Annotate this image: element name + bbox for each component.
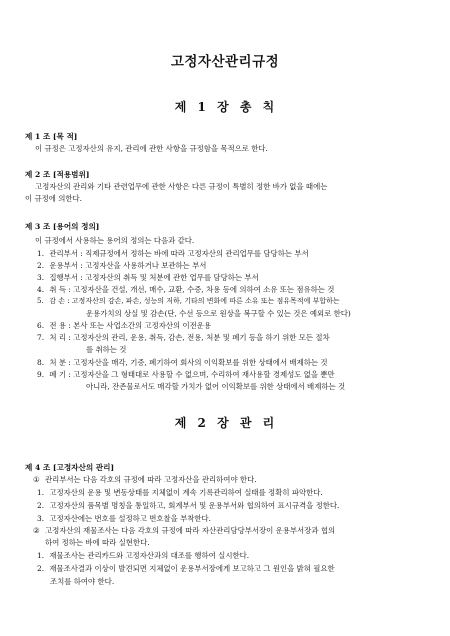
paragraph-2: ② 고정자산의 재물조사는 다음 각호의 규정에 따라 자산관리담당부서장이 운용부서장과 협의 [33,526,336,535]
definition-item: 3. 집행부서 : 고정자산의 취득 및 처분에 관한 업무를 담당하는 부서 [37,273,259,282]
article-2-body-line1: 고정자산의 관리와 기타 관련업무에 관한 사항은 다른 규정이 특별히 정한 바가 없을 때에는 [35,182,328,191]
list-item-continuation: 조치를 하여야 한다. [50,577,115,586]
paragraph-2-continuation: 하여 정하는 바에 따라 실현한다. [45,538,150,547]
definition-item-continuation: 아니라, 잔존물로서도 매각할 가치가 없어 이익확보를 위한 상태에서 배제하는 것 [86,382,346,391]
definition-item-continuation: 를 취하는 것 [86,345,127,354]
definition-item: 2. 운용부서 : 고정자산을 사용하거나 보관하는 부서 [37,261,207,270]
article-1-heading: 제 1 조 [목 적] [25,132,78,141]
chapter-2-heading: 제 2 장 관 리 [174,416,276,430]
document-title: 고정자산관리규정 [170,54,280,70]
paragraph-1: ① 관리부서는 다음 각호의 규정에 따라 고정자산을 관리하여야 한다. [33,475,257,484]
definition-item: 8. 처 분 : 고정자산을 매각, 기증, 폐기하여 회사의 이익확보를 위한 상태에서 배제하는 것 [37,358,328,367]
definition-item: 4. 취 득 : 고정자산을 건설, 개선, 매수, 교환, 수증, 차용 등에 의하여 소유 또는 점유하는 것 [37,285,335,294]
article-4-heading: 제 4 조 [고정자산의 관리] [25,463,115,472]
definition-item: 7. 처 리 : 고정자산의 관리, 운용, 취득, 감손, 전용, 처분 및 폐기 등을 하기 위한 모든 절차 [37,333,330,342]
article-2-body-line2: 이 규정에 의한다. [25,194,83,203]
definition-item: 9. 폐 기 : 고정자산을 그 형태대로 사용할 수 없으며, 수리하여 재사용할 경제성도 없을 뿐만 [37,370,335,379]
article-3-intro: 이 규정에서 사용하는 용어의 정의는 다음과 같다. [35,236,195,245]
definition-item: 5. 감 손 : 고정자산의 감손, 파손, 성능의 저하, 기타의 변화에 따른 소유 또는 점유목적에 부합하는 [37,297,340,305]
list-item: 1. 고정자산의 운용 및 변동상태를 지체없이 계속 기록관리하여 실태를 정확히 파악한다. [37,488,323,497]
definition-item-continuation: 운용가치의 상실 및 감손(단, 수선 등으로 원상을 복구할 수 있는 것은 예외로 한다) [86,309,351,318]
article-1-body: 이 규정은 고정자산의 유지, 관리에 관한 사항을 규정함을 목적으로 한다. [35,144,268,153]
article-3-heading: 제 3 조 [용어의 정의] [25,222,100,231]
definition-item: 6. 전 용 : 본사 또는 사업소간의 고정자산의 이전운용 [37,321,212,330]
list-item: 2. 재물조사결과 이상이 발견되면 지체없이 운용부서장에게 보고하고 그 원인을 밝혀 필요한 [37,564,335,573]
article-2-heading: 제 2 조 [적용범위] [25,170,90,179]
list-item: 3. 고정자산에는 번호를 설정하고 번호찰을 부착한다. [37,514,212,523]
list-item: 1. 재물조사는 관리카드와 고정자산과의 대조를 행하여 실시한다. [37,551,250,560]
list-item: 2. 고정자산의 품목별 명칭을 통일하고, 회계부서 및 운용부서와 협의하여 표시규격을 정한다. [37,501,340,510]
definition-item: 1. 관리부서 : 직제규정에서 정하는 바에 따라 고정자산의 관리업무를 담당하는 부서 [37,249,309,258]
chapter-1-heading: 제 1 장 총 칙 [174,100,276,114]
